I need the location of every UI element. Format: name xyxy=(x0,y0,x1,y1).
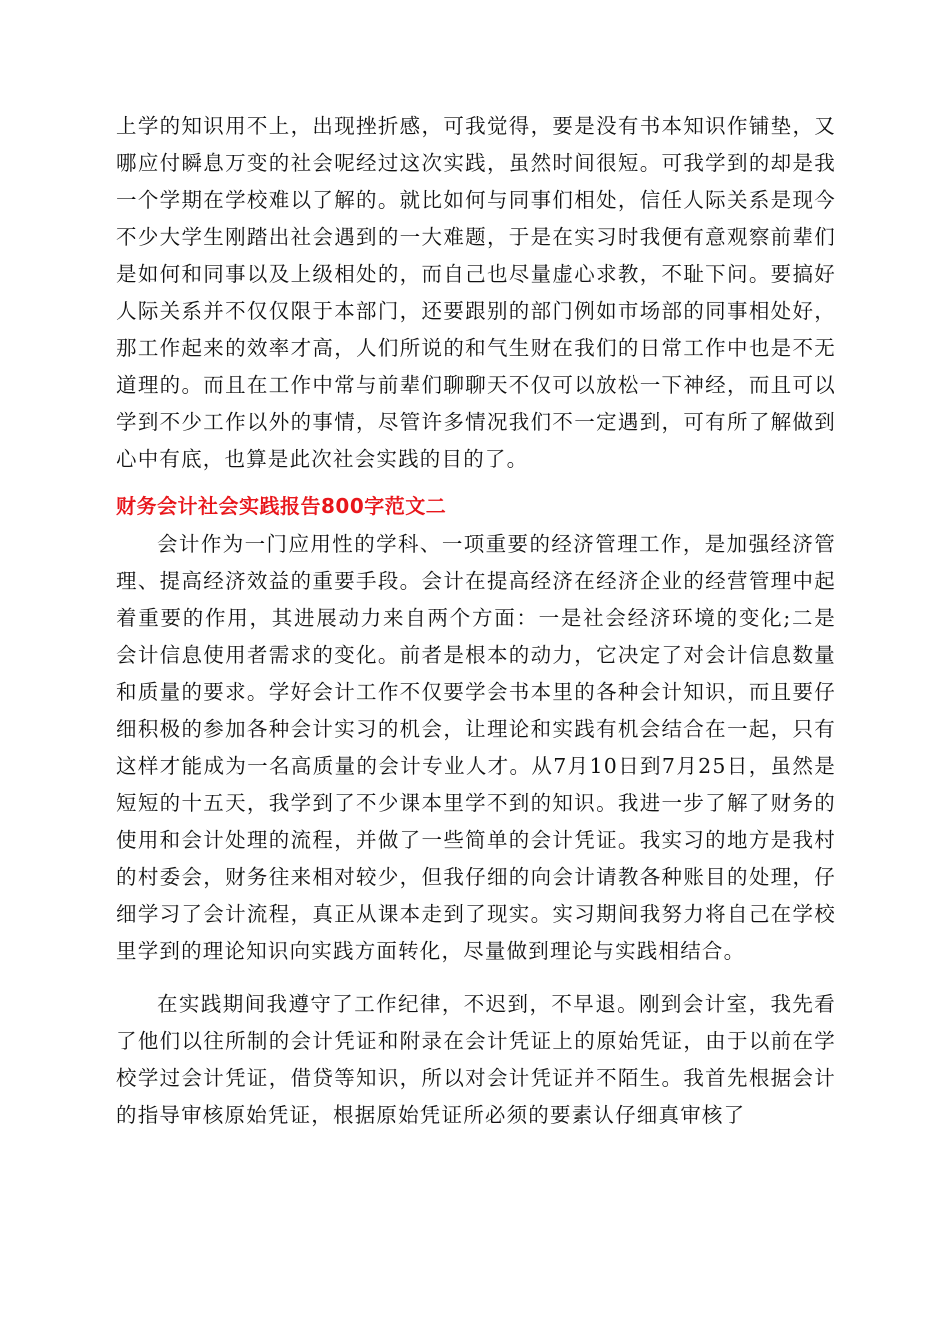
document-body xyxy=(116,108,836,1134)
section-heading: 财务会计社会实践报告800字范文二 xyxy=(116,494,447,518)
paragraph-continuation: 上学的知识用不上，出现挫折感，可我觉得，要是没有书本知识作铺垫，又哪应付瞬息万变的社会呢经过这次实践，虽然时间很短。可我学到的却是我一个学期在学校难以了解的。就比如何与同事们相处，信任人际关系是现今不少大学生刚踏出社会遇到的一大难题，于是在实习时我便有意观察前辈们是如何和同事以及上级相处的，而自己也尽量虚心求教，不耻下问。要搞好人际关系并不仅仅限于本部门，还要跟别的部门例如市场部的同事相处好，那工作起来的效率才高，人们所说的和气生财在我们的日常工作中也是不无道理的。而且在工作中常与前辈们聊聊天不仅可以放松一下神经，而且可以学到不少工作以外的事情，尽管许多情况我们不一定遇到，可有所了解做到心中有底，也算是此次社会实践的目的了。 xyxy=(116,114,836,471)
paragraph-accounting-intro: 会计作为一门应用性的学科、一项重要的经济管理工作，是加强经济管理、提高经济效益的重要手段。会计在提高经济在经济企业的经营管理中起着重要的作用，其进展动力来自两个方面：一是社会经济环境的变化;二是会计信息使用者需求的变化。前者是根本的动力，它决定了对会计信息数量和质量的要求。学好会计工作不仅要学会书本里的各种会计知识，而且要仔细积极的参加各种会计实习的机会，让理论和实践有机会结合在一起，只有这样才能成为一名高质量的会计专业人才。从7月10日到7月25日，虽然是短短的十五天，我学到了不少课本里学不到的知识。我进一步了解了财务的使用和会计处理的流程，并做了一些简单的会计凭证。我实习的地方是我村的村委会，财务往来相对较少，但我仔细的向会计请教各种账目的处理，仔细学习了会计流程，真正从课本走到了现实。实习期间我努力将自己在学校里学到的理论知识向实践方面转化，尽量做到理论与实践相结合。 xyxy=(116,532,836,963)
paragraph-practice-period: 在实践期间我遵守了工作纪律，不迟到，不早退。刚到会计室，我先看了他们以往所制的会计凭证和附录在会计凭证上的原始凭证，由于以前在学校学过会计凭证，借贷等知识，所以对会计凭证并不陌生。我首先根据会计的指导审核原始凭证，根据原始凭证所必须的要素认仔细真审核了 xyxy=(116,992,836,1127)
paragraph-spacer xyxy=(116,970,836,986)
